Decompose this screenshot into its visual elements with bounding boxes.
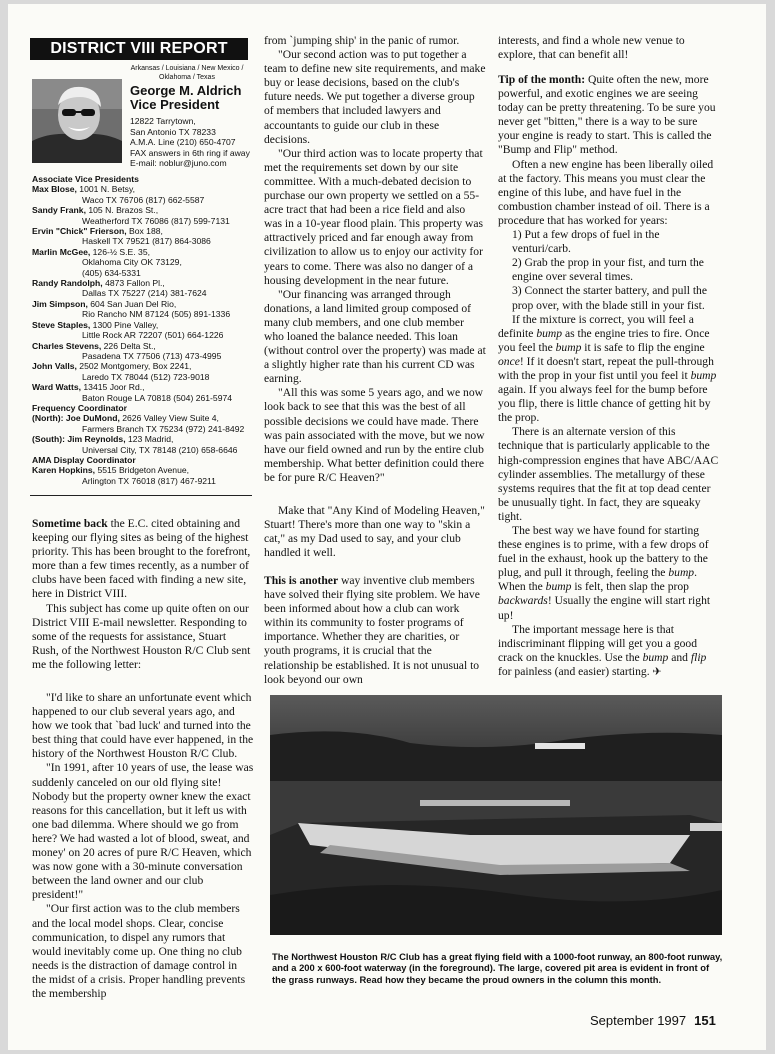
- frequency-coordinator-heading: Frequency Coordinator: [32, 402, 128, 413]
- district-states: Arkansas / Louisiana / New Mexico / Oklahoma / Texas: [130, 65, 244, 81]
- frequency-coordinator-list: [32, 413, 250, 455]
- contact-entry: (North): Joe DuMond, 2626 Valley View Suite 4, Farmers Branch TX 75234 (972) 241-8492: [32, 413, 245, 434]
- contact-entry: Ervin "Chick" Frierson, Box 188, Haskell TX 79521 (817) 864-3086: [32, 226, 211, 247]
- article-column-3-tip: Tip of the month: Quite often the new, more powerful, and exotic engines we are seeing today can be pretty threatening. To be sure you never get "bitten," there is a way to be sure your engine is ready to start. This is called the "Bump and Flip" method. Often a new engine has been liberally oiled at the factory. This means you must clear the engine of this lube, and have fuel in the combustion chamber instead of oil. There is a procedure that has worked for years: 1) Put a few drops of fuel in the venturi/carb. 2) Grab the prop in your fist, and turn the engine over several times. 3) Connect the starter battery, and pull the prop over, with the blade still in your fist. If the mixture is correct, you will feel a definite bump as the engine tries to fire. Once you feel the bump it is safe to flip the engine once! If it doesn't start, repeat the pull-through with the prop in your fist until you feel it bump again. If you always feel for the bump before you flip, there is little chance of getting hit by the prop. There is an alternate version of this technique that is particularly applicable to the high-compression engines that have ABC/AAC cylinder assemblies. The metallurgy of these systems requires that the fit at top dead center be unusually tight. In fact, they are squeaky tight. The best way we have found for starting these engines is to prime, with a few drops of fuel in the exhaust, hook up the battery to the plug, and pull it through, feeling the bump. When the bump is felt, then slap the prop backwards! Usually the engine will start right up! The important message here is that indiscriminant flipping will get you a good crack on the knuckles. Use the bump and flip for painless (and easier) starting. ✈: [498, 73, 719, 678]
- contact-entry: Max Blose, 1001 N. Betsy, Waco TX 76706 (817) 662-5587: [32, 184, 205, 205]
- vp-address: 12822 Tarrytown, San Antonio TX 78233 A.M.A. Line (210) 650-4707 FAX answers in 6th ring if away E-mail: noblur@juno.com: [130, 116, 250, 168]
- contact-entry: Randy Randolph, 4873 Fallon Pl., Dallas TX 75227 (214) 381-7624: [32, 278, 207, 299]
- contact-entry: (South): Jim Reynolds, 123 Madrid, Universal City, TX 78148 (210) 658-6646: [32, 434, 238, 455]
- column-header: DISTRICT VIII REPORT: [30, 38, 248, 60]
- display-coordinator-heading: AMA Display Coordinator: [32, 454, 136, 465]
- contact-entry: Steve Staples, 1300 Pine Valley, Little Rock AR 72207 (501) 664-1226: [32, 319, 224, 341]
- associate-vp-list: [32, 184, 250, 403]
- vp-portrait-photo: [32, 79, 122, 163]
- vp-title: Vice President: [130, 97, 220, 112]
- photo-caption: The Northwest Houston R/C Club has a great flying field with a 1000-foot runway, an 800-foot runway, and a 200 x 600-foot waterway (in the foreground). The large, covered pit area is evident in front of the grass runways. Read how they became the proud owners in the column this month.: [272, 951, 723, 985]
- article-column-1-letter: "I'd like to share an unfortunate event which happened to our club several years ago, and how we took that `bad luck' and turned into the best thing that could have ever happened, in the history of the Northwest Houston R/C Club. "In 1991, after 10 years of use, the lease was suddenly canceled on our old flying site! Nobody but the property owner knew the exact reasons for this cancellation, but it left us with one bad dilemma. Where should we go from here? We had wasted a lot of blood, sweat, and money' on 20 acres of pure R/C Heaven, which was now gone with a 30-minute conversation between the land owner and our club president!" "Our first action was to the club members and the local model shops. Clear, concise communication, to dispel any rumors that would inevitably come up. One thing no club needs is the distraction of damage control in the midst of a crisis. Proper handling prevents the membership: [32, 691, 254, 1000]
- contact-entry: Ward Watts, 13415 Joor Rd., Baton Rouge LA 70818 (504) 261-5974: [32, 382, 233, 403]
- page-number: 151: [694, 1013, 716, 1028]
- article-column-1-top: Sometime back the E.C. cited obtaining and keeping our flying sites as being of the highest priority. This has been brought to the forefront, more than a few times recently, as a number of clubs have been faced with finding a new site, here in District VIII. This subject has come up quite often on our District VIII E-mail newsletter. Responding to some of the requests for assistance, Stuart Rush, of the Northwest Houston R/C Club sent me the following letter:: [32, 517, 251, 671]
- display-coordinator-entry: Karen Hopkins, 5515 Bridgeton Avenue, Arlington TX 76018 (817) 467-9211: [32, 465, 216, 486]
- contact-entry: Jim Simpson, 604 San Juan Del Rio, Rio Rancho NM 87124 (505) 891-1336: [32, 298, 231, 320]
- contact-entry: Sandy Frank, 105 N. Brazos St., Weatherford TX 76086 (817) 599-7131: [32, 205, 230, 226]
- contact-entry: Marlin McGee, 126-½ S.E. 35, Oklahoma City OK 73129, (405) 634-5331: [32, 246, 182, 278]
- page-footer: [590, 1013, 716, 1028]
- article-column-2: from `jumping ship' in the panic of rumor. "Our second action was to put together a team to define new site requirements, and make buy or lease decisions, based on the club's future needs. We put together a diverse group of members that included lawyers and accountants to guide our club in these decisions. "Our third action was to locate property that met the requirements set down by our site committee. With a much-debated decision to purchase our own property we settled on a 55-acre tract that had been a rice field and also was in a 10-year flood plain. This property was attractively priced and far enough away from civilization to allow us to enjoy our activity for years to come. There was also no danger of a housing development in the near future. "Our financing was arranged through donations, a land limited group composed of many club members, and one club member who loaned the balance needed. This loan (without control over the property) was made at a slightly higher rate than his current CD was earning. "All this was some 5 years ago, and we now look back to see that this was the best of all possible decisions we could have made. There was pain associated with the move, but we now have our field owned and run by the entire club membership. What better definition could there be for pure R/C Heaven?": [264, 34, 486, 484]
- issue-date: September 1997: [590, 1013, 687, 1028]
- end-mark-plane-icon: ✈: [652, 664, 662, 678]
- section-divider: [30, 495, 252, 496]
- contact-entry: John Valls, 2502 Montgomery, Box 2241, Laredo TX 78044 (512) 723-9018: [32, 361, 210, 382]
- contact-entry: Charles Stevens, 226 Delta St., Pasadena TX 77506 (713) 473-4995: [32, 340, 222, 361]
- article-column-2-comment: Make that "Any Kind of Modeling Heaven," Stuart! There's more than one way to "skin a cat," as my Dad used to say, and your club handled it well.: [264, 504, 485, 560]
- flying-field-aerial-photo: [270, 695, 722, 935]
- associate-vp-heading: Associate Vice Presidents: [32, 174, 139, 184]
- contact-directory: [32, 174, 250, 486]
- vp-name: George M. Aldrich: [130, 83, 242, 98]
- article-column-2-another: This is another way inventive club members have solved their flying site problem. We have been informed about how a club can work within its community to foster programs of importance. Whether they are charities, or youth programs, it is crucial that the relationship be established. It is not unusual to look beyond our own: [264, 574, 480, 686]
- article-column-3-top: interests, and find a whole new venue to explore, that can benefit all!: [498, 34, 685, 62]
